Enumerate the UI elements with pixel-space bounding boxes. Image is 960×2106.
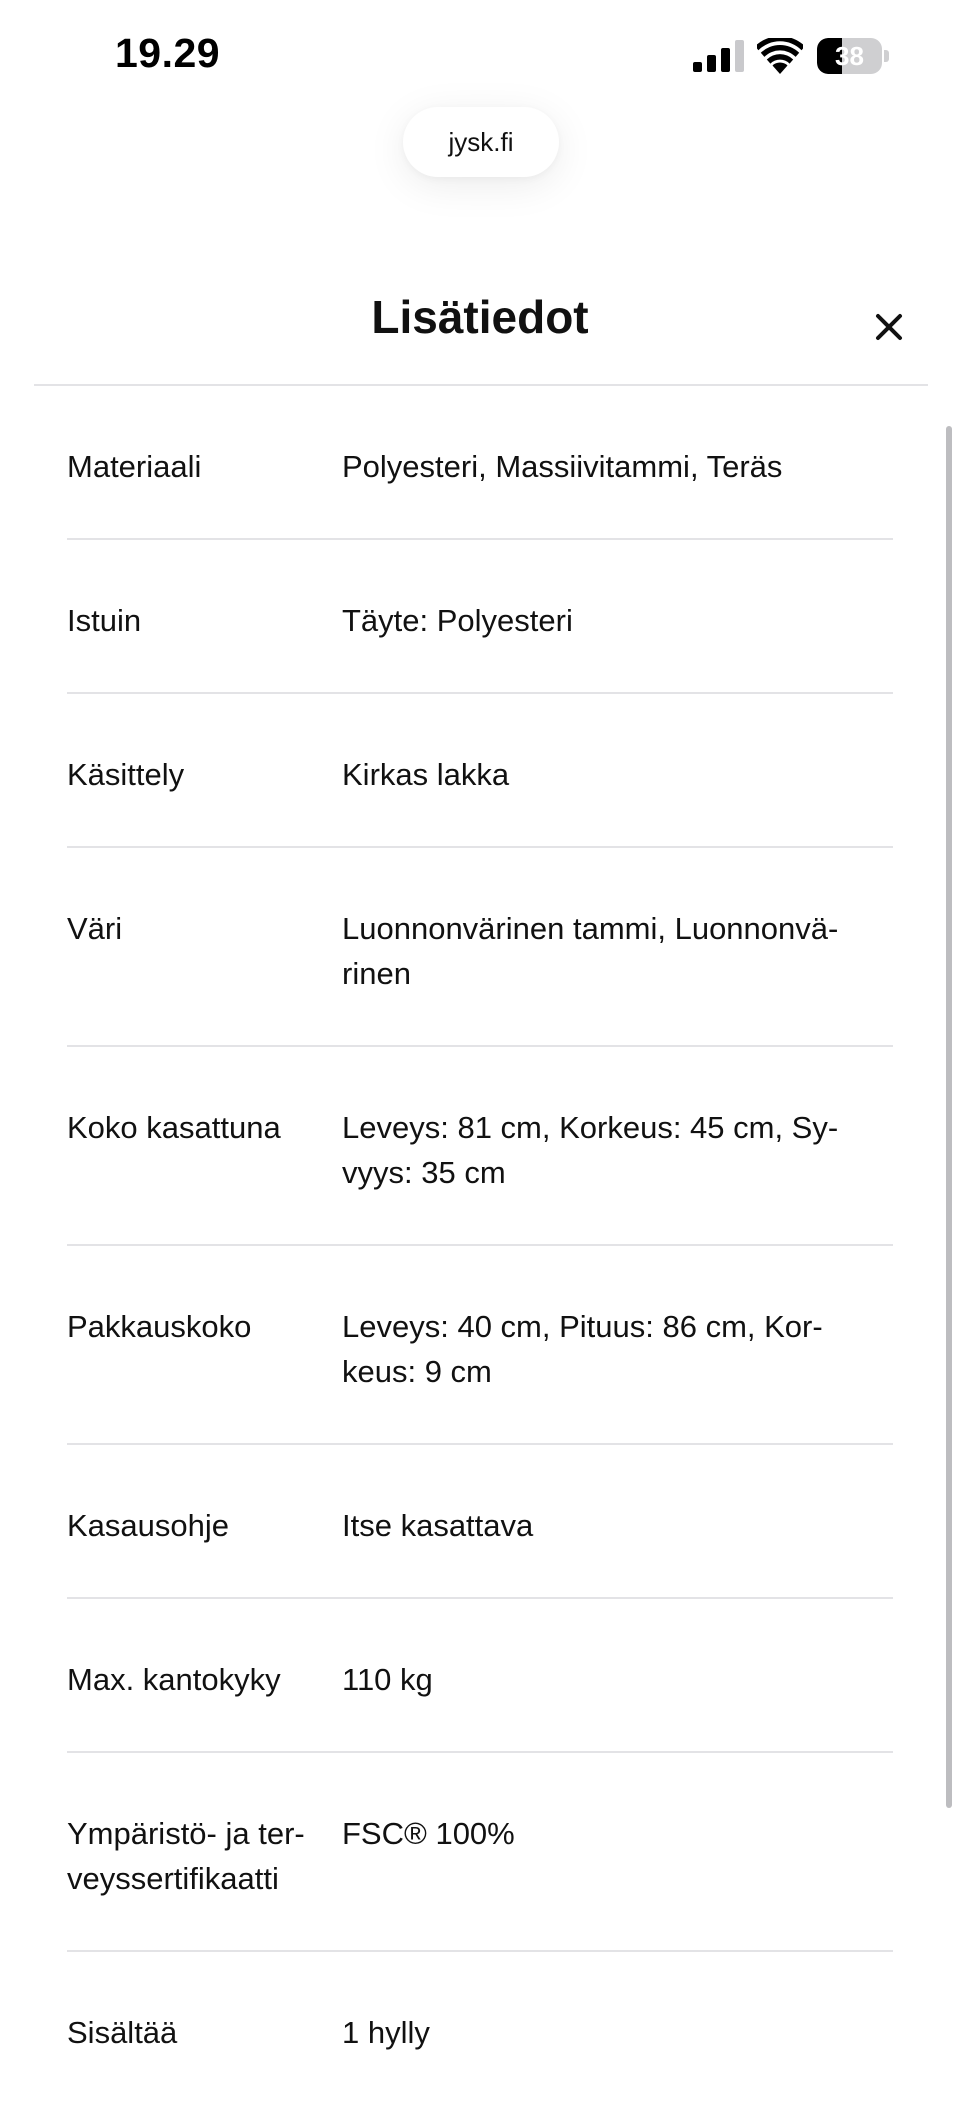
spec-value: Polyesteri, Massiivitammi, Teräs <box>342 449 783 484</box>
spec-label: Väri <box>67 911 123 946</box>
spec-label: Kasausohje <box>67 1508 230 1543</box>
battery-level: 38 <box>835 41 864 71</box>
spec-label: Ympäristö- ja ter- veyssertifikaatti <box>67 1816 305 1896</box>
status-bar <box>0 0 960 110</box>
spec-row-istuin <box>67 540 893 694</box>
wifi-icon <box>757 38 803 74</box>
scrollbar[interactable] <box>946 426 952 1808</box>
battery-body <box>817 38 882 74</box>
spec-row-sertifikaatti <box>67 1753 893 1952</box>
close-button[interactable] <box>868 306 910 348</box>
battery-cap <box>884 50 889 62</box>
spec-label: Käsittely <box>67 757 185 792</box>
spec-label: Max. kantokyky <box>67 1662 281 1697</box>
spec-row-koko-kasattuna <box>67 1047 893 1246</box>
spec-row-vari <box>67 848 893 1047</box>
spec-row-kasittely <box>67 694 893 848</box>
spec-value: 110 kg <box>342 1662 433 1697</box>
spec-label: Sisältää <box>67 2015 178 2050</box>
spec-value: FSC® 100% <box>342 1816 515 1851</box>
url-bar[interactable]: jysk.fi <box>403 107 559 177</box>
spec-row-materiaali <box>67 386 893 540</box>
dialog-title: Lisätiedot <box>371 291 589 343</box>
spec-value: Luonnonvärinen tammi, Luonnonvä- rinen <box>342 911 839 991</box>
spec-value: 1 hylly <box>342 2015 430 2050</box>
spec-row-sisaltaa <box>67 1952 893 2106</box>
signal-icon <box>693 40 745 72</box>
spec-row-max-kantokyky <box>67 1599 893 1753</box>
spec-value: Kirkas lakka <box>342 757 510 792</box>
spec-value: Täyte: Polyesteri <box>342 603 573 638</box>
spec-row-kasausohje <box>67 1445 893 1599</box>
spec-value: Leveys: 81 cm, Korkeus: 45 cm, Sy- vyys: 35 cm <box>342 1110 839 1190</box>
spec-list <box>67 386 893 2106</box>
spec-label: Istuin <box>67 603 142 638</box>
spec-value: Itse kasattava <box>342 1508 534 1543</box>
spec-label: Materiaali <box>67 449 202 484</box>
spec-row-pakkauskoko <box>67 1246 893 1445</box>
spec-label: Koko kasattuna <box>67 1110 281 1145</box>
spec-value: Leveys: 40 cm, Pituus: 86 cm, Kor- keus: 9 cm <box>342 1309 823 1389</box>
spec-label: Pakkauskoko <box>67 1309 252 1344</box>
status-time: 19.29 <box>115 30 221 76</box>
battery-icon <box>817 38 889 74</box>
close-icon <box>868 306 910 348</box>
